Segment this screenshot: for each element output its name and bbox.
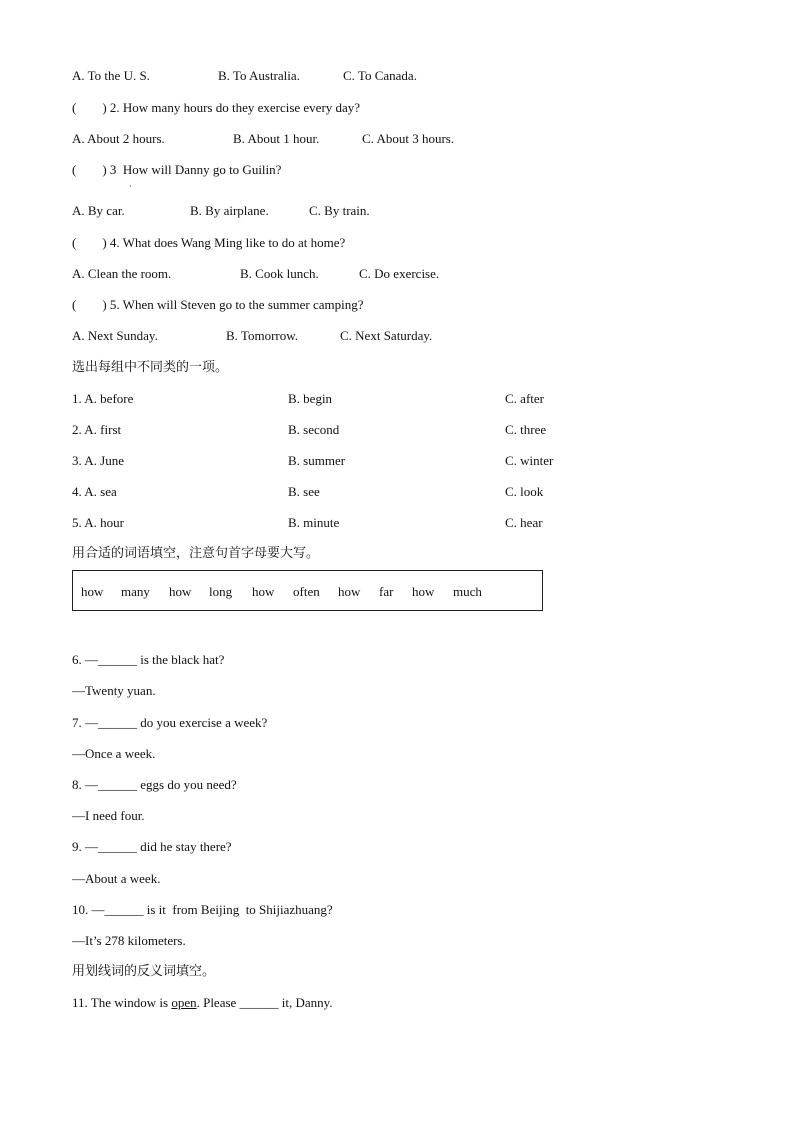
word-bank-word: far — [379, 584, 394, 599]
fill-blank-title: 用合适的词语填空，注意句首字母要大写。 — [72, 546, 320, 561]
fill-q7: 7. —______ do you exercise a week? — [72, 715, 268, 730]
odd-row-3-a: 3. A. June — [72, 453, 124, 468]
odd-row-1-b: B. begin — [288, 391, 333, 406]
odd-row-2-c: C. three — [505, 422, 547, 437]
odd-row-3-c: C. winter — [505, 453, 554, 468]
antonym-q11-prefix: 11. The window is — [72, 995, 172, 1010]
q2-option-c: C. About 3 hours. — [362, 131, 455, 146]
q1-option-c: C. To Canada. — [343, 68, 417, 83]
q1-option-b: B. To Australia. — [218, 68, 300, 83]
q5-option-a: A. Next Sunday. — [72, 328, 158, 343]
odd-row-5-a: 5. A. hour — [72, 515, 124, 530]
fill-q9: 9. —______ did he stay there? — [72, 839, 232, 854]
fill-q6: 6. —______ is the black hat? — [72, 652, 225, 667]
odd-row-4-c: C. look — [505, 484, 544, 499]
q1-option-a: A. To the U. S. — [72, 68, 150, 83]
q4-stem: ( ) 4. What does Wang Ming like to do at home? — [72, 235, 346, 250]
q4-option-c: C. Do exercise. — [359, 266, 440, 281]
q4-option-a: A. Clean the room. — [72, 266, 172, 281]
word-bank-word: how — [252, 584, 275, 599]
odd-row-2-a: 2. A. first — [72, 422, 122, 437]
word-bank-word: how — [338, 584, 361, 599]
antonym-q11-underlined-word: open — [171, 995, 197, 1010]
word-bank-word: how — [81, 584, 104, 599]
fill-a10: —It’s 278 kilometers. — [72, 933, 186, 948]
fill-a7: —Once a week. — [72, 746, 156, 761]
antonym-q11-suffix: . Please ______ it, Danny. — [196, 995, 333, 1010]
q2-option-a: A. About 2 hours. — [72, 131, 165, 146]
q5-option-c: C. Next Saturday. — [340, 328, 433, 343]
fill-a6: —Twenty yuan. — [72, 683, 156, 698]
antonym-q11 — [72, 995, 333, 1011]
word-bank-word: how — [169, 584, 192, 599]
fill-q10: 10. —______ is it from Beijing to Shijiazhuang? — [72, 902, 333, 917]
word-bank-word: often — [293, 584, 320, 599]
q2-stem: ( ) 2. How many hours do they exercise every day? — [72, 100, 361, 115]
q3-option-c: C. By train. — [309, 203, 370, 218]
fill-q8: 8. —______ eggs do you need? — [72, 777, 237, 792]
odd-row-3-b: B. summer — [288, 453, 346, 468]
word-bank-word: many — [121, 584, 150, 599]
q3-option-a: A. By car. — [72, 203, 125, 218]
odd-row-4-a: 4. A. sea — [72, 484, 117, 499]
q2-option-b: B. About 1 hour. — [233, 131, 320, 146]
q3-stem: ( ) 3 How will Danny go to Guilin? — [72, 162, 282, 177]
antonym-title: 用划线词的反义词填空。 — [72, 964, 216, 979]
odd-row-1-a: 1. A. before — [72, 391, 134, 406]
word-bank-box — [72, 570, 543, 611]
odd-row-1-c: C. after — [505, 391, 544, 406]
word-bank-word: much — [453, 584, 482, 599]
stray-dot: · — [129, 182, 132, 191]
odd-one-out-title: 选出每组中不同类的一项。 — [72, 360, 229, 375]
odd-row-4-b: B. see — [288, 484, 320, 499]
fill-a8: —I need four. — [72, 808, 145, 823]
odd-row-5-b: B. minute — [288, 515, 340, 530]
odd-row-2-b: B. second — [288, 422, 340, 437]
fill-a9: —About a week. — [72, 871, 161, 886]
q3-option-b: B. By airplane. — [190, 203, 269, 218]
q4-option-b: B. Cook lunch. — [240, 266, 319, 281]
q5-stem: ( ) 5. When will Steven go to the summer camping? — [72, 297, 364, 312]
word-bank-word: how — [412, 584, 435, 599]
odd-row-5-c: C. hear — [505, 515, 543, 530]
q5-option-b: B. Tomorrow. — [226, 328, 299, 343]
word-bank-word: long — [209, 584, 233, 599]
